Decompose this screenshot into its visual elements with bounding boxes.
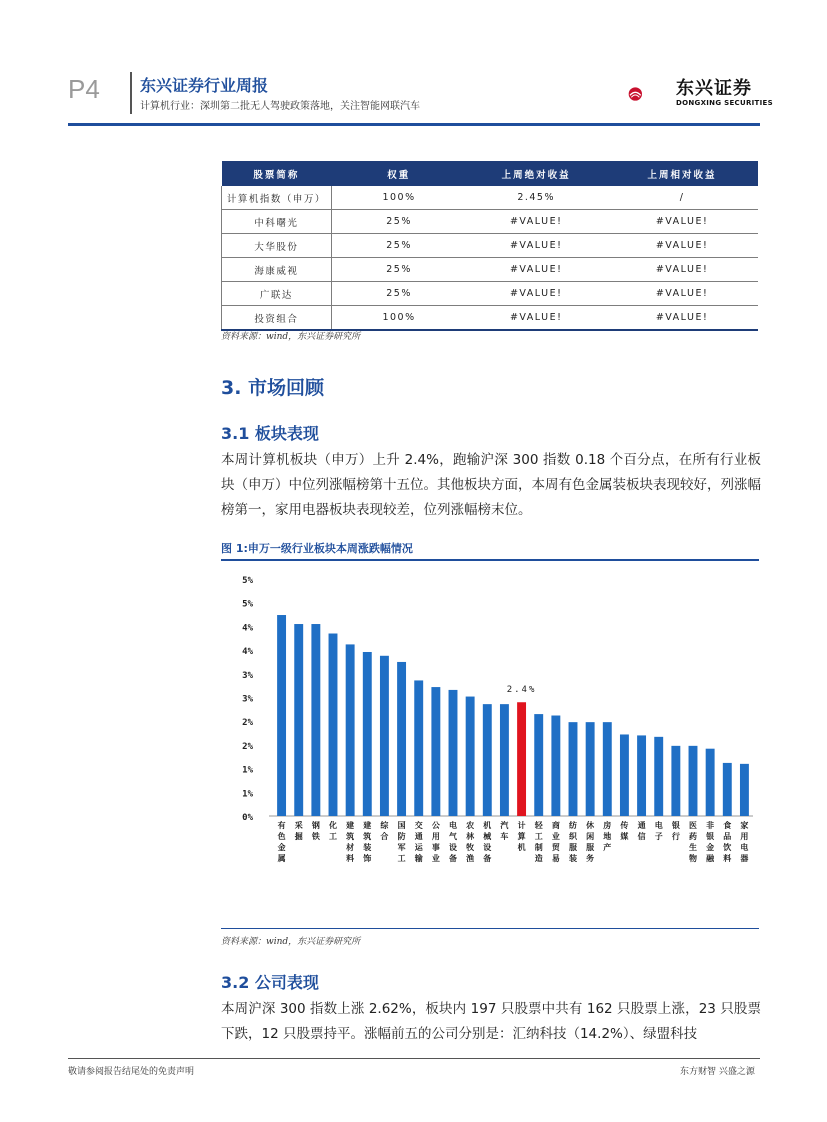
x-tick-label: 汽车 bbox=[500, 821, 509, 841]
y-tick-label: 5% bbox=[242, 599, 253, 610]
table-cell: #VALUE! bbox=[466, 210, 606, 234]
x-tick-label: 休闲服务 bbox=[586, 821, 595, 863]
table-cell: 25% bbox=[331, 258, 466, 282]
bar bbox=[346, 644, 355, 816]
x-tick-label: 电气设备 bbox=[449, 821, 457, 863]
y-tick-label: 2% bbox=[242, 718, 253, 729]
table-header-row bbox=[222, 161, 759, 186]
y-tick-label: 1% bbox=[242, 789, 253, 800]
x-tick-label: 电子 bbox=[654, 821, 663, 841]
bar bbox=[654, 737, 663, 816]
table-cell: 25% bbox=[331, 282, 466, 306]
bar bbox=[671, 746, 680, 816]
table-row bbox=[222, 258, 759, 282]
x-tick-label: 建筑材料 bbox=[346, 821, 355, 863]
bar bbox=[637, 735, 646, 816]
subsection-heading: 3.2 公司表现 bbox=[221, 973, 319, 992]
x-tick-label: 商业贸易 bbox=[551, 821, 560, 863]
bar bbox=[483, 704, 492, 816]
table-cell: #VALUE! bbox=[606, 210, 758, 234]
x-tick-label: 轻工制造 bbox=[534, 821, 543, 863]
header-divider bbox=[130, 72, 132, 114]
bar bbox=[277, 615, 286, 816]
logo-en: DONGXING SECURITIES bbox=[676, 99, 773, 107]
table-header-cell: 上周绝对收益 bbox=[466, 161, 606, 186]
bar bbox=[620, 734, 629, 816]
table-cell: #VALUE! bbox=[466, 282, 606, 306]
bar bbox=[500, 704, 509, 816]
x-tick-label: 化工 bbox=[329, 821, 337, 841]
x-tick-label: 钢铁 bbox=[311, 821, 320, 841]
bar bbox=[380, 656, 389, 816]
x-tick-label: 传媒 bbox=[620, 821, 629, 841]
y-tick-label: 3% bbox=[242, 694, 253, 705]
dongxing-logo-icon bbox=[628, 72, 672, 116]
x-tick-label: 国防军工 bbox=[397, 821, 406, 863]
x-tick-label: 公用事业 bbox=[431, 821, 440, 863]
y-tick-label: 2% bbox=[242, 741, 253, 752]
table-cell: #VALUE! bbox=[466, 306, 606, 331]
bar bbox=[363, 652, 372, 816]
table-cell: 大华股份 bbox=[222, 234, 332, 258]
x-tick-label: 食品饮料 bbox=[723, 821, 732, 863]
subsection-heading: 3.1 板块表现 bbox=[221, 424, 319, 443]
table-cell: / bbox=[606, 186, 758, 210]
report-subtitle: 计算机行业：深圳第二批无人驾驶政策落地，关注智能网联汽车 bbox=[140, 101, 420, 112]
table-header-cell: 权重 bbox=[331, 161, 466, 186]
body-paragraph: 本周计算机板块（申万）上升 2.4%，跑输沪深 300 指数 0.18 个百分点，在所有行业板块（申万）中位列涨幅榜第十五位。其他板块方面，本周有色金属装板块表现较好，列涨幅榜第一，家用电器板块表现较差，位列涨幅榜末位。 bbox=[221, 452, 761, 518]
table-row bbox=[222, 234, 759, 258]
bar bbox=[740, 764, 749, 816]
bar bbox=[449, 690, 458, 816]
y-tick-label: 4% bbox=[242, 623, 253, 634]
x-tick-label: 交通运输 bbox=[414, 821, 423, 863]
table-cell: 中科曙光 bbox=[222, 210, 332, 234]
table-cell: #VALUE! bbox=[606, 282, 758, 306]
table-source: 资料来源：wind，东兴证券研究所 bbox=[221, 332, 361, 342]
y-tick-label: 3% bbox=[242, 670, 253, 681]
bar bbox=[706, 749, 715, 816]
header-rule bbox=[68, 123, 760, 126]
x-tick-label: 医药生物 bbox=[689, 821, 697, 863]
x-tick-label: 非银金融 bbox=[706, 821, 715, 863]
table-header-cell: 上周相对收益 bbox=[606, 161, 758, 186]
x-tick-label: 建筑装饰 bbox=[363, 821, 372, 863]
table-row bbox=[222, 306, 759, 331]
logo-name: 东兴证券 bbox=[676, 78, 752, 99]
footer-rule bbox=[68, 1058, 760, 1059]
table-cell: 2.45% bbox=[466, 186, 606, 210]
table-cell: 广联达 bbox=[222, 282, 332, 306]
section-heading: 3. 市场回顾 bbox=[221, 377, 325, 399]
report-title: 东兴证券行业周报 bbox=[140, 76, 269, 95]
bar bbox=[723, 763, 732, 816]
table-cell: 投资组合 bbox=[222, 306, 332, 331]
footer-slogan: 东方财智 兴盛之源 bbox=[680, 1067, 755, 1077]
table-row bbox=[222, 210, 759, 234]
x-tick-label: 家用电器 bbox=[740, 821, 749, 863]
x-tick-label: 采掘 bbox=[294, 821, 303, 841]
bar bbox=[603, 722, 612, 816]
table-cell: #VALUE! bbox=[606, 234, 758, 258]
x-tick-label: 计算机 bbox=[517, 821, 526, 852]
table-cell: #VALUE! bbox=[606, 258, 758, 282]
bar bbox=[551, 716, 560, 816]
bar bbox=[689, 746, 698, 816]
x-tick-label: 房地产 bbox=[603, 821, 612, 852]
y-tick-label: 5% bbox=[242, 576, 253, 586]
table-cell: 25% bbox=[331, 234, 466, 258]
bar bbox=[414, 680, 423, 816]
table-cell: 25% bbox=[331, 210, 466, 234]
bar bbox=[466, 697, 475, 816]
table-cell: #VALUE! bbox=[466, 234, 606, 258]
bar bbox=[534, 714, 543, 816]
table-row bbox=[222, 282, 759, 306]
body-paragraph: 本周沪深 300 指数上涨 2.62%，板块内 197 只股票中共有 162 只股票上涨，23 只股票下跌，12 只股票持平。涨幅前五的公司分别是：汇纳科技（14.2%）、绿盟科技 bbox=[221, 1001, 761, 1042]
table-cell: 海康威视 bbox=[222, 258, 332, 282]
industry-bar-chart bbox=[221, 562, 759, 924]
bar bbox=[431, 687, 440, 816]
y-tick-label: 1% bbox=[242, 765, 253, 776]
table-row bbox=[222, 186, 759, 210]
footer-disclaimer: 敬请参阅报告结尾处的免责声明 bbox=[68, 1067, 195, 1077]
x-tick-label: 纺织服装 bbox=[569, 821, 577, 863]
figure-rule-top bbox=[221, 559, 759, 561]
x-tick-label: 有色金属 bbox=[277, 821, 286, 863]
bar bbox=[294, 624, 303, 816]
x-tick-label: 综合 bbox=[380, 821, 389, 841]
bar bbox=[517, 702, 526, 816]
x-tick-label: 机械设备 bbox=[483, 821, 492, 863]
page-number: P4 bbox=[68, 74, 100, 104]
x-tick-label: 农林牧渔 bbox=[466, 821, 475, 863]
x-tick-label: 通信 bbox=[637, 821, 646, 841]
bar bbox=[569, 722, 578, 816]
bar bbox=[397, 662, 406, 816]
figure-rule-bottom bbox=[221, 928, 759, 929]
figure-source: 资料来源：wind，东兴证券研究所 bbox=[221, 937, 361, 947]
table-cell: #VALUE! bbox=[466, 258, 606, 282]
y-tick-label: 4% bbox=[242, 647, 253, 658]
bar bbox=[329, 634, 338, 816]
bar bbox=[586, 722, 595, 816]
table-cell: 100% bbox=[331, 186, 466, 210]
table-cell: #VALUE! bbox=[606, 306, 758, 331]
x-tick-label: 银行 bbox=[671, 821, 680, 841]
data-label: 2.4% bbox=[506, 685, 537, 696]
table-cell: 100% bbox=[331, 306, 466, 331]
bar bbox=[311, 624, 320, 816]
table-header-cell: 股票简称 bbox=[222, 161, 332, 186]
figure-title: 图 1:申万一级行业板块本周涨跌幅情况 bbox=[221, 542, 413, 555]
portfolio-table bbox=[221, 161, 758, 331]
y-tick-label: 0% bbox=[242, 813, 253, 823]
table-cell: 计算机指数（申万） bbox=[222, 186, 332, 210]
